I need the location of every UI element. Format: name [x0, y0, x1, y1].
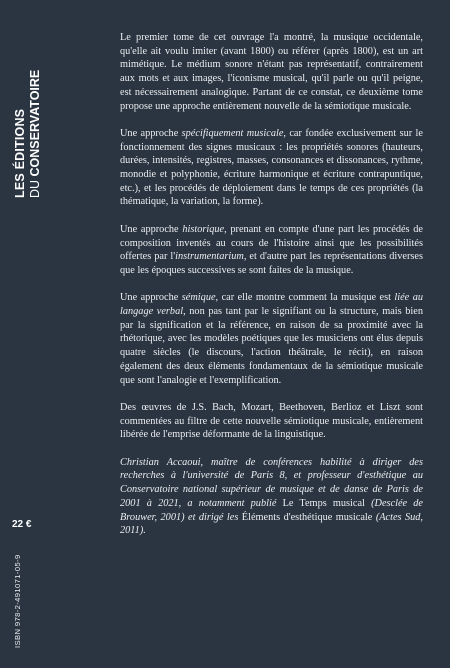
paragraph-semic-approach: Une approche sémique, car elle montre comment la musique est liée au langage verbal, non pas tant par le signifiant ou la structure, mais bien par la signification et la référence, en raison de sa proximité avec la rhétorique, avec les modèles poétiques que les musiciens ont élus depuis quatre siècles (le discours, l'action théâtrale, le récit), en raison également des deux éléments fondamentaux de la sémiotique musicale que sont l'analogie et l'exemplification.: [120, 292, 423, 386]
publisher-line-2: DU CONSERVATOIRE: [28, 69, 42, 198]
paragraph-historical-approach: Une approche historique, prenant en compte d'une part les procédés de composition inventés au cours de l'histoire ainsi que les possibilités offertes par l'instrumentarium, et d'autre part les représentations diverses que les époques successives se sont faites de la musique.: [120, 223, 423, 276]
paragraph-works: Des œuvres de J.S. Bach, Mozart, Beethoven, Berlioz et Liszt sont commentées au filtre de cette nouvelle sémiotique musicale, entièrement libérée de l'emprise déformante de la linguistique.: [120, 401, 423, 441]
paragraph-author-bio: Christian Accaoui, maître de conférences habilité à diriger des recherches à l'université de Paris 8, et professeur d'esthétique au Conservatoire national supérieur de musique et de danse de Paris de 2001 à 2021, a notamment publié Le Temps musical (Desclée de Brouwer, 2001) et dirigé les Éléments d'esthétique musicale (Actes Sud, 2011).: [120, 456, 424, 537]
publisher-line-1: LES ÉDITIONS: [13, 108, 27, 198]
blurb: [120, 31, 423, 552]
publisher-logo: [10, 28, 50, 198]
isbn-text: ISBN 978-2-491071-05-9: [13, 554, 22, 648]
paragraph-musical-approach: Une approche spécifiquement musicale, car fondée exclusivement sur le fonctionnement des signes musicaux : les propriétés sonores (hauteurs, durées, intensités, registres, masses, consonances et dissonances, rythme, monodie et polyphonie, écriture harmonique et écriture contrapuntique, etc.), et les procédés de déploiement dans le temps de ces propriétés (la thématique, la variation, la forme).: [120, 127, 423, 208]
paragraph-intro: Le premier tome de cet ouvrage l'a montré, la musique occidentale, qu'elle ait voulu imiter (avant 1800) ou référer (après 1800), est un art mimétique. Le médium sonore n'étant pas représentatif, contrairement aux mots et aux images, l'iconisme musical, qu'il parle ou qu'il peigne, est nécessairement analogique. Partant de ce constat, ce deuxième tome propose une approche entièrement nouvelle de la sémiotique musicale.: [120, 32, 423, 112]
price-label: 22 €: [12, 519, 32, 530]
isbn-block: [10, 540, 30, 650]
